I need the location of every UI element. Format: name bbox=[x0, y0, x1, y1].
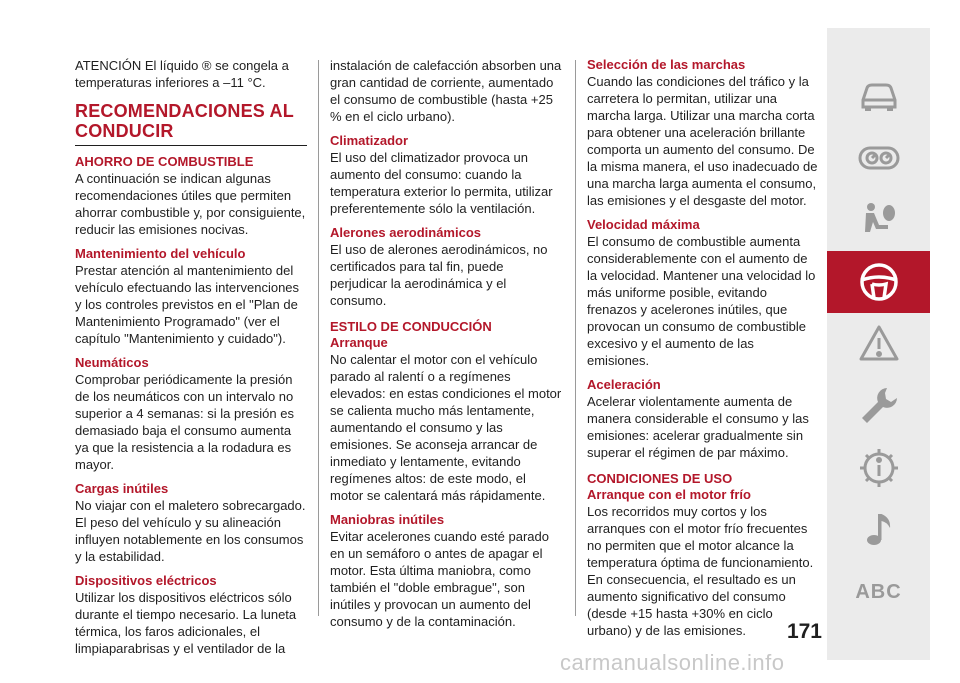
paragraph: A continuación se indican algunas recomendaciones útiles que permiten ahorrar combustible y, por consiguiente, reducir las emisiones nocivas. bbox=[75, 171, 306, 237]
paragraph: El uso del climatizador provoca un aumento del consumo: cuando la temperatura exterior lo permita, utilizar preferentemente sólo la ventilación. bbox=[330, 150, 553, 216]
topic-heading: Selección de las marchas bbox=[587, 57, 746, 72]
paragraph: Acelerar violentamente aumenta de manera considerable el consumo y las emisiones: acelerar gradualmente sin superar el régimen de par máximo. bbox=[587, 394, 809, 460]
abc-label: ABC bbox=[855, 580, 902, 603]
paragraph: Evitar acelerones cuando esté parado en un semáforo o antes de apagar el motor. Esta última maniobra, como también el "doble embrague", son inútiles y provocan un aumento del consumo y de la contaminación. bbox=[330, 529, 549, 629]
nav-warnings[interactable] bbox=[827, 313, 930, 375]
topic-heading: Mantenimiento del vehículo bbox=[75, 246, 246, 261]
paragraph: Cuando las condiciones del tráfico y la carretera lo permitan, utilizar una marcha larga. Utilizar una marcha corta para obtener una aceleración brillante comporta un aumento del consumo. De la misma manera, el uso inadecuado de una marcha larga aumenta el consumo, las emisiones y el desgaste del motor. bbox=[587, 74, 818, 208]
topic-heading: Arranque con el motor frío bbox=[587, 487, 751, 502]
topic-heading: Alerones aerodinámicos bbox=[330, 225, 481, 240]
column-2 bbox=[330, 57, 562, 630]
car-icon bbox=[857, 74, 901, 118]
page-number: 171 bbox=[786, 620, 822, 643]
info-icon bbox=[857, 446, 901, 490]
topic-heading: Velocidad máxima bbox=[587, 217, 700, 232]
paragraph: Utilizar los dispositivos eléctricos sólo durante el tiempo necesario. La luneta térmica, los faros adicionales, el limpiaparabrisas y el ventilador de la bbox=[75, 590, 297, 656]
paragraph: El uso de alerones aerodinámicos, no certificados para tal fin, puede perjudicar la aerodinámica y el consumo. bbox=[330, 242, 548, 308]
chapter-sidebar bbox=[827, 28, 930, 660]
nav-technical-data[interactable] bbox=[827, 437, 930, 499]
topic-heading: Cargas inútiles bbox=[75, 481, 169, 496]
topic-heading: Arranque bbox=[330, 335, 388, 350]
nav-maintenance[interactable] bbox=[827, 375, 930, 437]
subsection-title: ESTILO DE CONDUCCIÓN bbox=[330, 319, 492, 334]
paragraph: instalación de calefacción absorben una gran cantidad de corriente, aumentado el consumo de combustible (hasta +25 % en el ciclo urbano). bbox=[330, 58, 562, 124]
nav-safety[interactable] bbox=[827, 189, 930, 251]
warning-note: ATENCIÓN El líquido ® se congela a temperaturas inferiores a –11 °C. bbox=[75, 58, 289, 90]
paragraph: No viajar con el maletero sobrecargado. El peso del vehículo y su alineación influyen notablemente en los consumos y la estabilidad. bbox=[75, 498, 306, 564]
wrench-icon bbox=[857, 384, 901, 428]
watermark: carmanualsonline.info bbox=[560, 650, 785, 675]
paragraph: Prestar atención al mantenimiento del vehículo efectuando las intervenciones y los controles previstos en el "Plan de Mantenimiento Programado" (ver el capítulo "Mantenimiento y cuidado"). bbox=[75, 263, 300, 346]
music-note-icon bbox=[857, 508, 901, 552]
paragraph: Los recorridos muy cortos y los arranques con el motor frío frecuentes no permiten que el motor alcance la temperatura óptima de funcionamiento. En consecuencia, el resultado es un aumento significativo del consumo (desde +15 hasta +30% en ciclo urbano) y de las emisiones. bbox=[587, 504, 814, 638]
subsection-title: AHORRO DE COMBUSTIBLE bbox=[75, 154, 254, 169]
column-divider bbox=[575, 60, 576, 616]
section-title: RECOMENDACIONES AL CONDUCIR bbox=[75, 101, 307, 146]
subsection-title: CONDICIONES DE USO bbox=[587, 471, 733, 486]
nav-car[interactable] bbox=[827, 65, 930, 127]
topic-heading: Climatizador bbox=[330, 133, 409, 148]
topic-heading: Dispositivos eléctricos bbox=[75, 573, 217, 588]
column-divider bbox=[318, 60, 319, 616]
column-1 bbox=[75, 57, 307, 657]
paragraph: Comprobar periódicamente la presión de los neumáticos con un intervalo no superior a 4 semanas: si la presión es demasiado baja el consumo aumenta ya que la resistencia a la rodadura es mayor. bbox=[75, 372, 294, 472]
steering-wheel-icon bbox=[857, 260, 901, 304]
column-3 bbox=[587, 57, 819, 639]
paragraph: El consumo de combustible aumenta considerablemente con el aumento de la velocidad. Mantener una velocidad lo más uniforme posible, evitando frenazos y acelerones inútiles, que provocan un consumo de combustible excesivo y el aumento de las emisiones. bbox=[587, 234, 816, 368]
warning-icon bbox=[857, 322, 901, 366]
paragraph: No calentar el motor con el vehículo parado al ralentí o a regímenes elevados: en estas condiciones el motor se calienta mucho más lentamente, aumentando el consumo y las emisiones. Se aconseja arrancar de inmediato y lentamente, evitando regímenes altos: de este modo, el motor se calentará más rápidamente. bbox=[330, 352, 562, 503]
nav-dashboard[interactable] bbox=[827, 127, 930, 189]
topic-heading: Maniobras inútiles bbox=[330, 512, 445, 527]
nav-index[interactable] bbox=[827, 561, 930, 623]
dashboard-icon bbox=[857, 136, 901, 180]
nav-multimedia[interactable] bbox=[827, 499, 930, 561]
airbag-icon bbox=[857, 198, 901, 242]
nav-driving[interactable] bbox=[827, 251, 930, 313]
topic-heading: Aceleración bbox=[587, 377, 661, 392]
topic-heading: Neumáticos bbox=[75, 355, 149, 370]
